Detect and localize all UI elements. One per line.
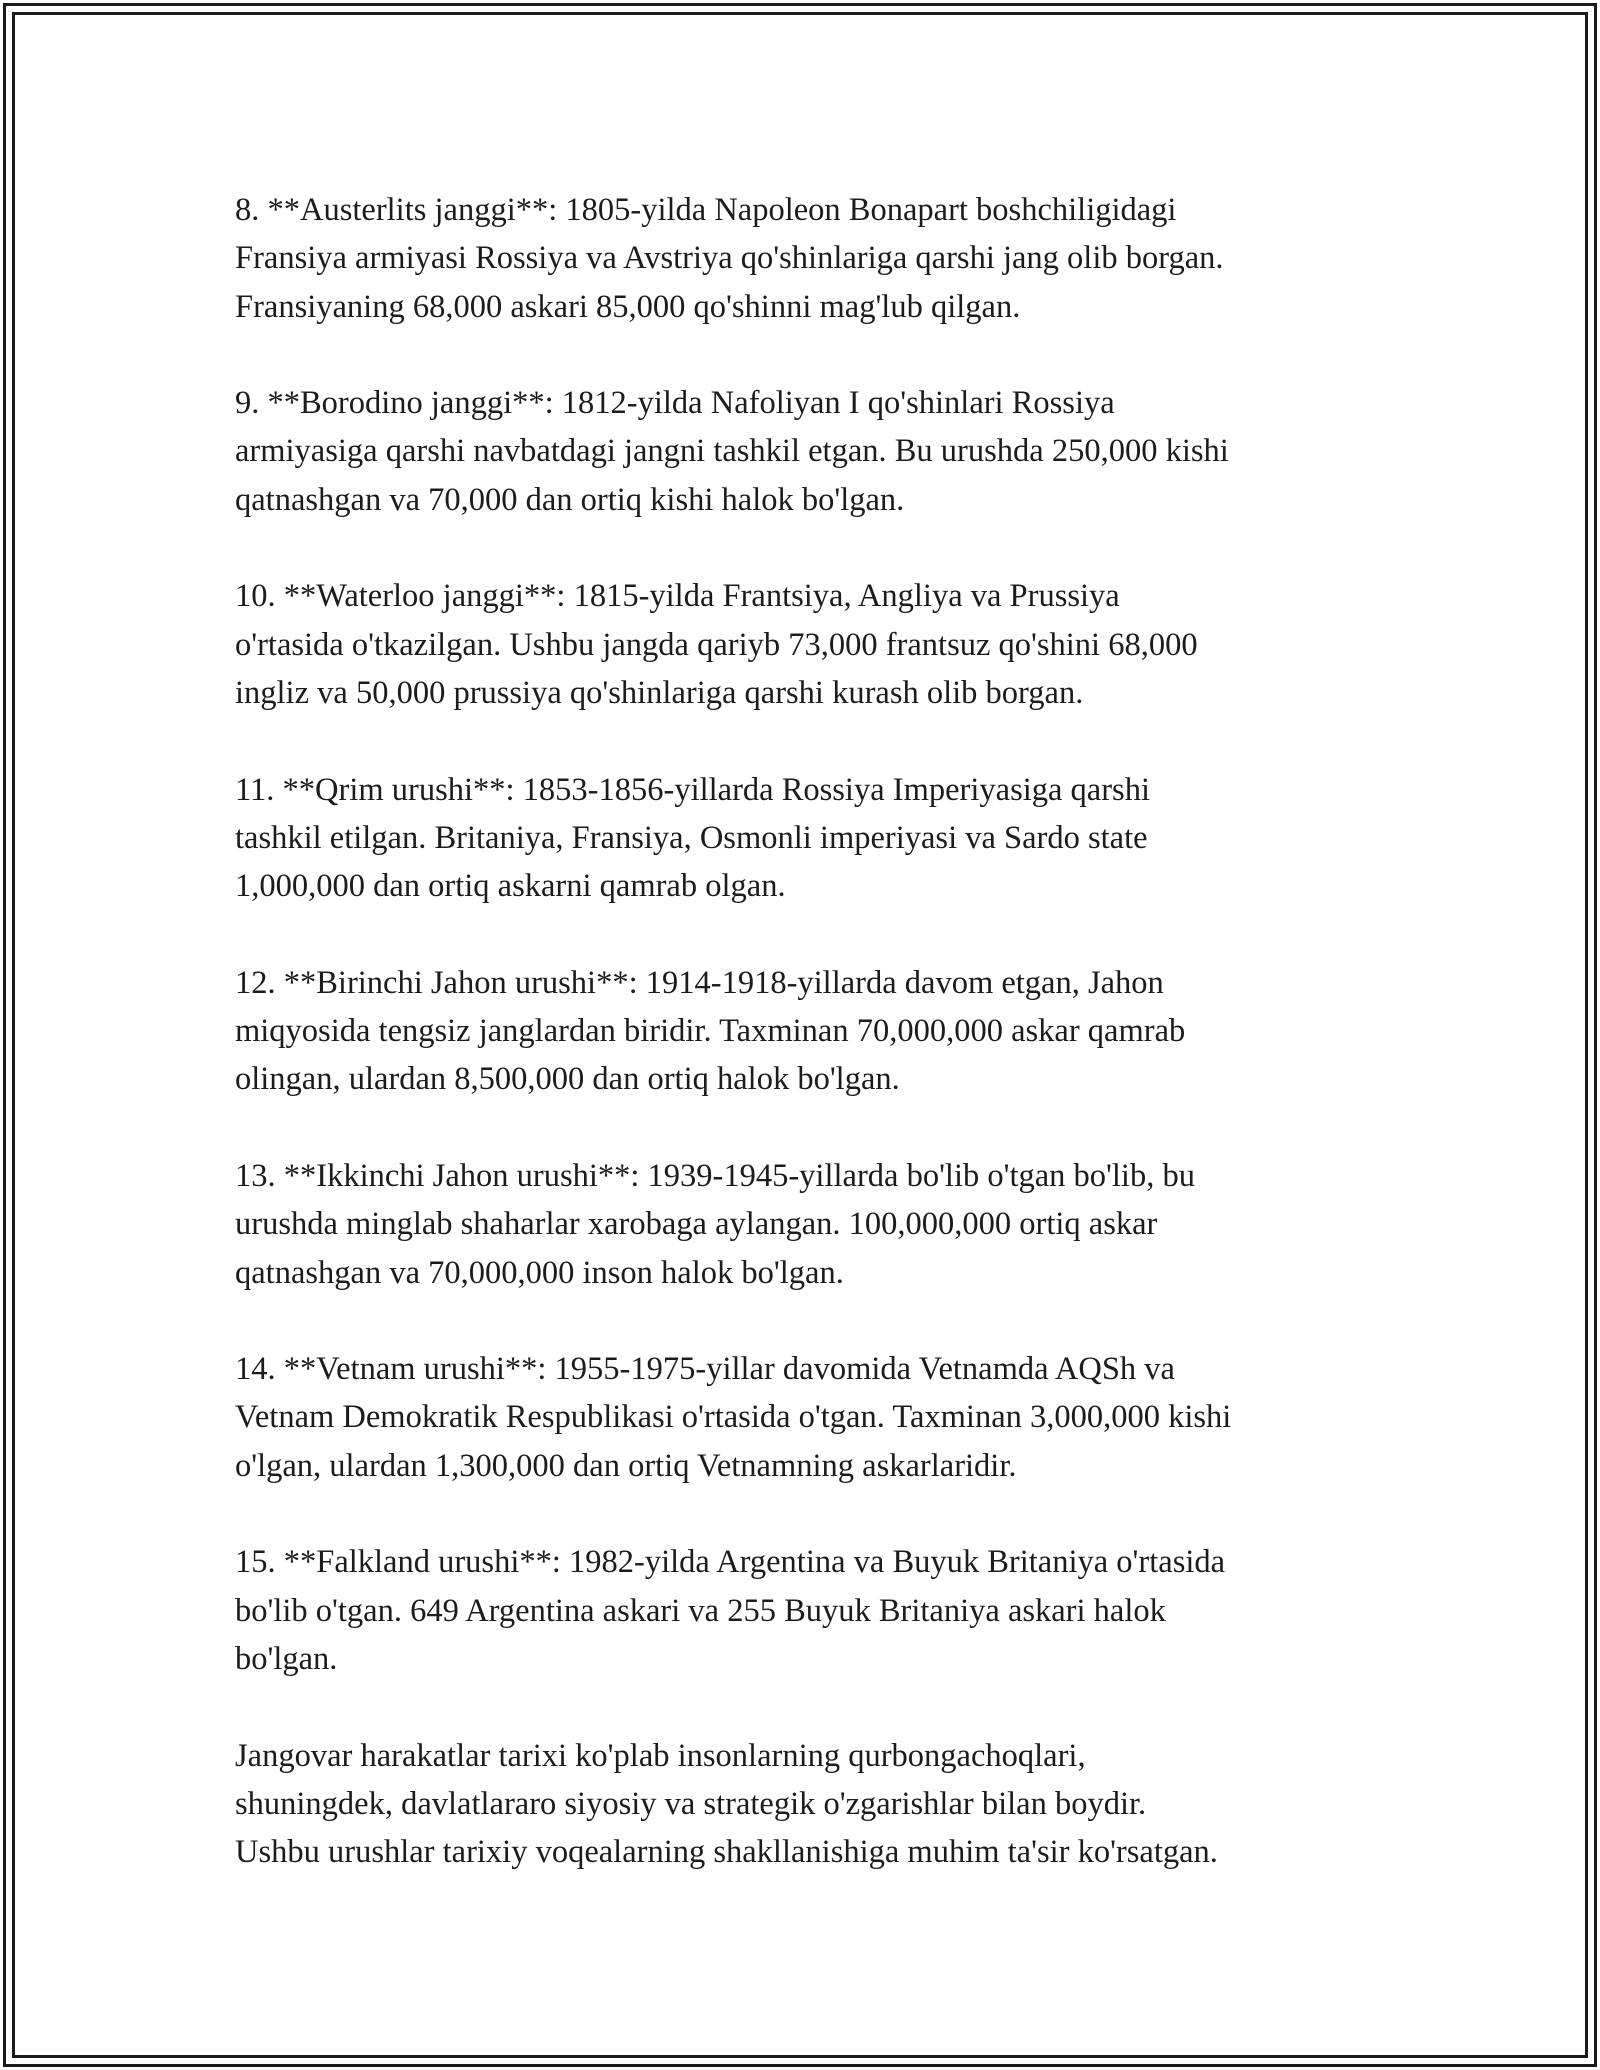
paragraph-qrim: 11. **Qrim urushi**: 1853-1856-yillarda Rossiya Imperiyasiga qarshi tashkil etilgan. Britaniya, Fransiya, Osmonli imperiyasi va Sardo state 1,000,000 dan ortiq askarni qamrab olgan. xyxy=(235,771,1150,905)
paragraph-falkland: 15. **Falkland urushi**: 1982-yilda Argentina va Buyuk Britaniya o'rtasida bo'lib o'tgan. 649 Argentina askari va 255 Buyuk Britaniya askari halok bo'lgan. xyxy=(235,1544,1226,1677)
paragraph-ikkinchi-jahon: 13. **Ikkinchi Jahon urushi**: 1939-1945-yillarda bo'lib o'tgan bo'lib, bu urushda minglab shaharlar xarobaga aylangan. 100,000,000 ortiq askar qatnashgan va 70,000,000 inson halok bo'lgan. xyxy=(235,1157,1195,1291)
paragraph-birinchi-jahon: 12. **Birinchi Jahon urushi**: 1914-1918-yillarda davom etgan, Jahon miqyosida tengsiz janglardan biridir. Taxminan 70,000,000 askar qamrab olingan, ulardan 8,500,000 dan ortiq halok bo'lgan. xyxy=(235,964,1186,1098)
paragraph-vetnam: 14. **Vetnam urushi**: 1955-1975-yillar davomida Vetnamda AQSh va Vetnam Demokratik Respublikasi o'rtasida o'tgan. Taxminan 3,000,000 kishi o'lgan, ulardan 1,300,000 dan ortiq Vetnamning askarlaridir. xyxy=(235,1351,1232,1484)
document-body xyxy=(235,186,1395,1876)
paragraph-austerlits: 8. **Austerlits janggi**: 1805-yilda Napoleon Bonapart boshchiligidagi Fransiya armiyasi Rossiya va Avstriya qo'shinlariga qarshi jang olib borgan. Fransiyaning 68,000 askari 85,000 qo'shinni mag'lub qilgan. xyxy=(235,192,1224,325)
paragraph-waterloo: 10. **Waterloo janggi**: 1815-yilda Frantsiya, Angliya va Prussiya o'rtasida o'tkazilgan. Ushbu jangda qariyb 73,000 frantsuz qo'shini 68,000 ingliz va 50,000 prussiya qo'shinlariga qarshi kurash olib borgan. xyxy=(235,578,1198,711)
paragraph-conclusion: Jangovar harakatlar tarixi ko'plab insonlarning qurbongachoqlari, shuningdek, davlatlararo siyosiy va strategik o'zgarishlar bilan boydir. Ushbu urushlar tarixiy voqealarning shakllanishiga muhim ta'sir ko'rsatgan. xyxy=(235,1737,1218,1871)
paragraph-borodino: 9. **Borodino janggi**: 1812-yilda Nafoliyan I qo'shinlari Rossiya armiyasiga qarshi navbatdagi jangni tashkil etgan. Bu urushda 250,000 kishi qatnashgan va 70,000 dan ortiq kishi halok bo'lgan. xyxy=(235,385,1229,518)
